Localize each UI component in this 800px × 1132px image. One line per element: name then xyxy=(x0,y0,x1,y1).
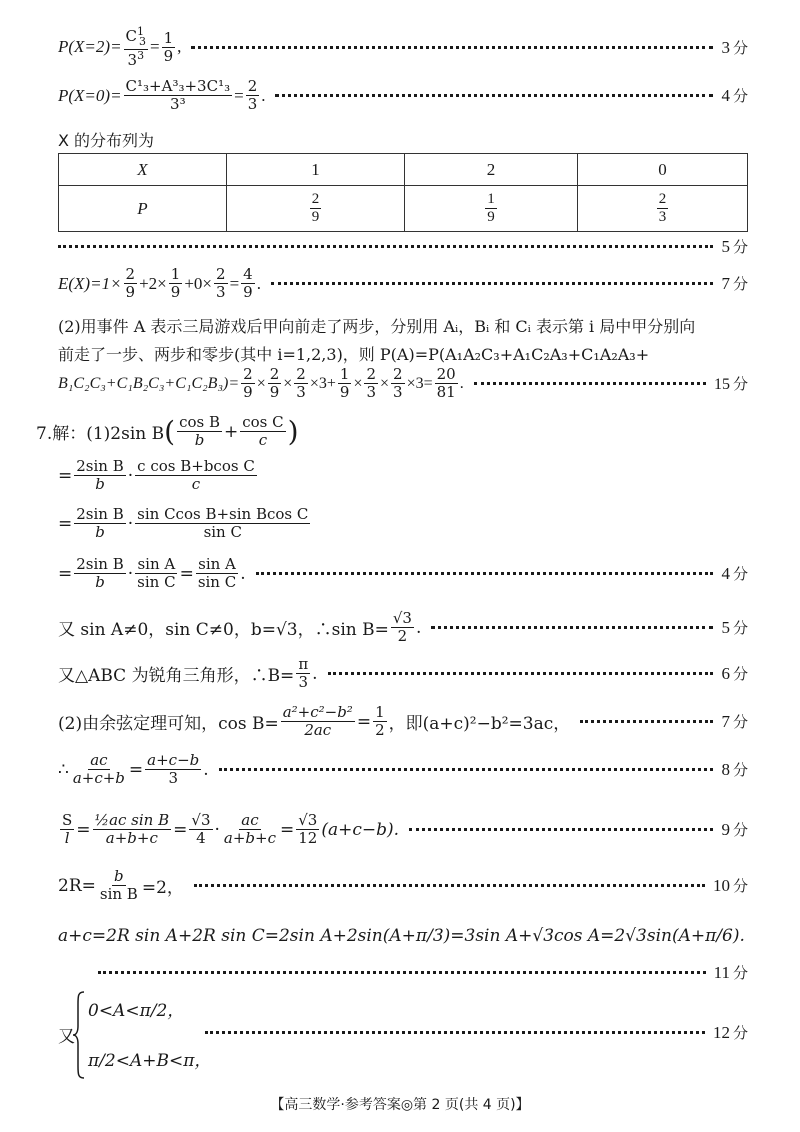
expr: P(X=2)= xyxy=(58,37,122,57)
dot-leader xyxy=(191,46,713,49)
step-6: (2)由余弦定理可知，cos B= $\frac{\text{a²+c²−b²}}{2ac}$ = $\frac{1}{2}$ ，即(a+c)²−b²=3ac， 7 分 xyxy=(58,703,748,740)
step-7: ∴ $\frac{ac}{a+c+b}$ = $\frac{a+c-b}{3}$ . 8 分 xyxy=(58,751,748,788)
answer-line-px2 xyxy=(58,26,748,69)
score: 9 分 xyxy=(721,820,748,840)
dot-leader xyxy=(98,971,706,974)
dot-leader xyxy=(205,1031,705,1034)
score: 5 分 xyxy=(721,237,748,256)
step-3: = $\frac{\text{2sin B}}{b}$ · $\frac{\text{sin A}}{\text{sin C}}$ = $\frac{\text{sin A}}{\text{sin C}}$ . 4 分 xyxy=(58,555,748,592)
dot-leader xyxy=(474,382,706,385)
dot-leader xyxy=(431,626,713,629)
q7-heading: 7.解：(1)2sin B ( $\frac{\text{cos B}}{b}$ + $\frac{\text{cos C}}{c}$ ) xyxy=(36,413,299,450)
step-8: $\frac{S}{l}$ = $\frac{\text{½ac sin B}}{a+b+c}$ = $\frac{√3}{4}$ · $\frac{ac}{a+b+c}$ = $\frac{√3}{12}$ (a+c−b). 9 分 xyxy=(62,811,748,848)
step-5: 又△ABC 为锐角三角形，∴B= $\frac{\pi}{3}$ . 6 分 xyxy=(58,655,748,692)
fraction: $\frac{C^1_3}{3^3}$ xyxy=(125,25,147,69)
step-1: = $\frac{\text{2sin B}}{b}$ · $\frac{\text{c cos B+bcos C}}{c}$ xyxy=(58,457,255,494)
step-12-cond-1: 0<A<π/2， xyxy=(88,1001,185,1021)
step-11 xyxy=(58,962,748,983)
score: 12 分 xyxy=(712,1023,748,1042)
table-cell: 2 xyxy=(405,154,578,186)
score: 6 分 xyxy=(721,664,748,684)
dot-leader xyxy=(409,828,713,831)
score: 8 分 xyxy=(721,760,748,780)
table-cell: P xyxy=(59,186,227,232)
dot-leader xyxy=(256,572,714,575)
dot-leader xyxy=(219,768,714,771)
fraction: $\frac{1}{9}$ xyxy=(163,28,174,65)
dot-leader xyxy=(194,884,705,887)
dot-leader xyxy=(58,245,713,248)
score: 10 分 xyxy=(712,876,748,896)
step-10: a+c=2R sin A+2R sin C=2sin A+2sin(A+π/3)=3sin A+√3cos A=2√3sin(A+π/6). xyxy=(58,926,745,946)
score: 7 分 xyxy=(721,274,748,294)
score: 15 分 xyxy=(713,375,748,394)
eq: = xyxy=(150,37,160,57)
table-cell: $\frac{2}{9}$ xyxy=(227,186,405,232)
score: 7 分 xyxy=(721,712,748,732)
punct: . xyxy=(261,85,266,105)
part2-text-2: 前走了一步、两步和零步(其中 i=1,2,3)，则 P(A)=P(A₁A₂C₃+A₁C₂A₃+C₁A₂A₃+ xyxy=(58,345,650,364)
score: 3 分 xyxy=(721,37,748,57)
table-cell: $\frac{2}{3}$ xyxy=(578,186,748,232)
step-9: 2R= $\frac{b}{\text{sin B}}$ =2， 10 分 xyxy=(58,867,748,904)
distribution-title: X 的分布列为 xyxy=(58,131,155,150)
dot-leader xyxy=(275,94,713,97)
table-cell: 0 xyxy=(578,154,748,186)
table-cell: 1 xyxy=(227,154,405,186)
step-12 xyxy=(205,1022,748,1043)
table-row xyxy=(59,154,748,186)
expr: P(X=0)= xyxy=(58,85,122,105)
dot-leader xyxy=(271,282,714,285)
fraction: $\frac{2}{3}$ xyxy=(247,77,258,114)
step-12-cond-2: π/2<A+B<π， xyxy=(88,1051,212,1071)
answer-line-px0 xyxy=(58,78,748,114)
fraction: $\frac{\text{C¹₃+A³₃+3C¹₃}}{\text{3³}}$ xyxy=(125,77,231,114)
punct: , xyxy=(177,37,182,57)
answer-line-5 xyxy=(58,236,748,257)
eq: = xyxy=(234,85,244,105)
distribution-table xyxy=(58,153,748,232)
score: 5 分 xyxy=(721,618,748,638)
answer-line-expectation: E(X)=1× $\frac{2}{9}$ +2× $\frac{1}{9}$ +0× $\frac{2}{3}$ = $\frac{4}{9}$ . 7 分 xyxy=(58,265,748,302)
score: 11 分 xyxy=(713,963,748,982)
score: 4 分 xyxy=(721,564,748,584)
table-row xyxy=(59,186,748,232)
table-cell: $\frac{1}{9}$ xyxy=(405,186,578,232)
part2-text-3: B₁C₂C₃+C₁B₂C₃+C₁C₂B₃)= $\frac{2}{9}$ × $\frac{2}{9}$ × $\frac{2}{3}$ ×3+ $\frac{1}{9}$ × $\frac{2}{3}$ × $\frac{2}{3}$ ×3= $\frac{20}{81}$ . 15 分 xyxy=(58,365,748,402)
step-2: = $\frac{\text{2sin B}}{b}$ · $\frac{\text{sin Ccos B+sin Bcos C}}{\text{sin C}}$ xyxy=(58,505,309,542)
dot-leader xyxy=(580,720,713,723)
step-12-label: 又 xyxy=(58,1027,75,1047)
step-4: 又 sin A≠0，sin C≠0，b=√3，∴sin B= $\frac{√3}{2}$ . 5 分 xyxy=(58,609,748,646)
score: 4 分 xyxy=(721,86,748,106)
page-footer: 【高三数学·参考答案◎第 2 页(共 4 页)】 xyxy=(270,1097,530,1113)
dot-leader xyxy=(328,672,714,675)
part2-text-1: (2)用事件 A 表示三局游戏后甲向前走了两步，分别用 Aᵢ，Bᵢ 和 Cᵢ 表示第 i 局中甲分别向 xyxy=(58,317,696,336)
table-cell: X xyxy=(59,154,227,186)
